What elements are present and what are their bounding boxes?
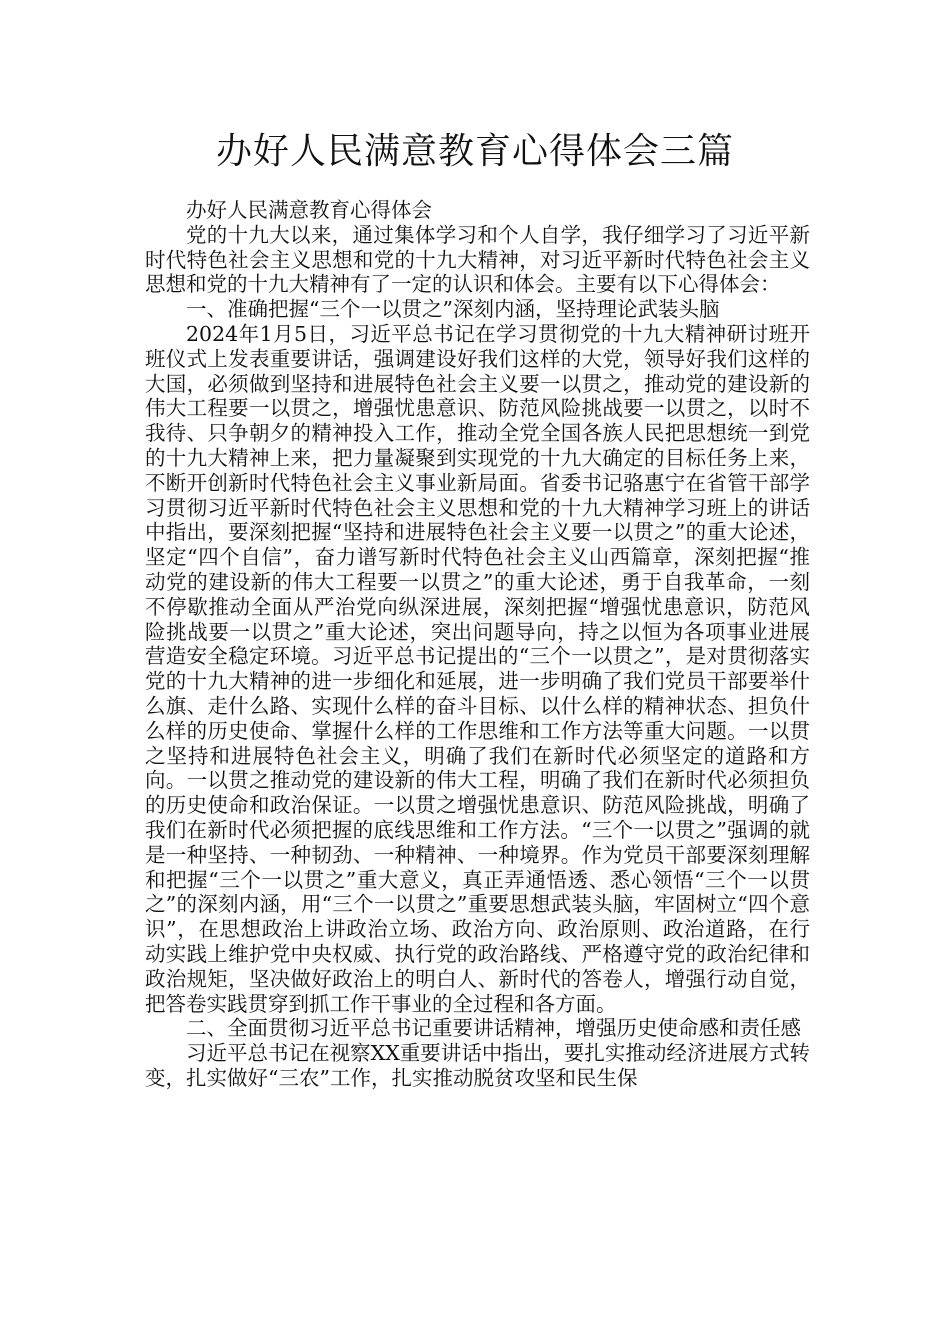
document-body [145,198,810,1091]
paragraph-intro: 党的十九大以来，通过集体学习和个人自学，我仔细学习了习近平新时代特色社会主义思想和党的十九大精神，对习近平新时代特色社会主义思想和党的十九大精神有了一定的认识和体会。主要有以下心得体会： [145,222,810,297]
section-heading-2: 二、全面贯彻习近平总书记重要讲话精神，增强历史使命感和责任感 [186,1016,801,1041]
paragraph-subtitle: 办好人民满意教育心得体会 [186,198,432,222]
document-title: 办好人民满意教育心得体会三篇 [215,131,734,172]
paragraph-section-2: 习近平总书记在视察XX重要讲话中指出，要扎实推动经济进展方式转变，扎实做好“三农”工作，扎实推动脱贫攻坚和民生保 [145,1041,810,1090]
paragraph-section-1: 2024年1月5日，习近平总书记在学习贯彻党的十九大精神研讨班开班仪式上发表重要讲话，强调建设好我们这样的大党，领导好我们这样的大国，必须做到坚持和进展特色社会主义要一以贯之，推动党的建设新的伟大工程要一以贯之，增强忧患意识、防范风险挑战要一以贯之，以时不我待、只争朝夕的精神投入工作，推动全党全国各族人民把思想统一到党的十九大精神上来，把力量凝聚到实现党的十九大确定的目标任务上来，不断开创新时代特色社会主义事业新局面。省委书记骆惠宁在省管干部学习贯彻习近平新时代特色社会主义思想和党的十九大精神学习班上的讲话中指出，要深刻把握“坚持和进展特色社会主义要一以贯之”的重大论述，坚定“四个自信”，奋力谱写新时代特色社会主义山西篇章，深刻把握“推动党的建设新的伟大工程要一以贯之”的重大论述，勇于自我革命，一刻不停歇推动全面从严治党向纵深进展，深刻把握“增强忧患意识，防范风险挑战要一以贯之”重大论述，突出问题导向，持之以恒为各项事业进展营造安全稳定环境。习近平总书记提出的“三个一以贯之”，是对贯彻落实党的十九大精神的进一步细化和延展，进一步明确了我们党员干部要举什么旗、走什么路、实现什么样的奋斗目标、以什么样的精神状态、担负什么样的历史使命、掌握什么样的工作思维和工作方法等重大问题。一以贯之坚持和进展特色社会主义，明确了我们在新时代必须坚定的道路和方向。一以贯之推动党的建设新的伟大工程，明确了我们在新时代必须担负的历史使命和政治保证。一以贯之增强忧患意识、防范风险挑战，明确了我们在新时代必须把握的底线思维和工作方法。“三个一以贯之”强调的就是一种坚持、一种韧劲、一种精神、一种境界。作为党员干部要深刻理解和把握“三个一以贯之”重大意义，真正弄通悟透、悉心领悟“三个一以贯之”的深刻内涵，用“三个一以贯之”重要思想武装头脑，牢固树立“四个意识”，在思想政治上讲政治立场、政治方向、政治原则、政治道路，在行动实践上维护党中央权威、执行党的政治路线、严格遵守党的政治纪律和政治规矩，坚决做好政治上的明白人、新时代的答卷人，增强行动自觉，把答卷实践贯穿到抓工作干事业的全过程和各方面。 [145,321,810,1016]
section-heading-1: 一、准确把握“三个一以贯之”深刻内涵，坚持理论武装头脑 [186,297,720,322]
